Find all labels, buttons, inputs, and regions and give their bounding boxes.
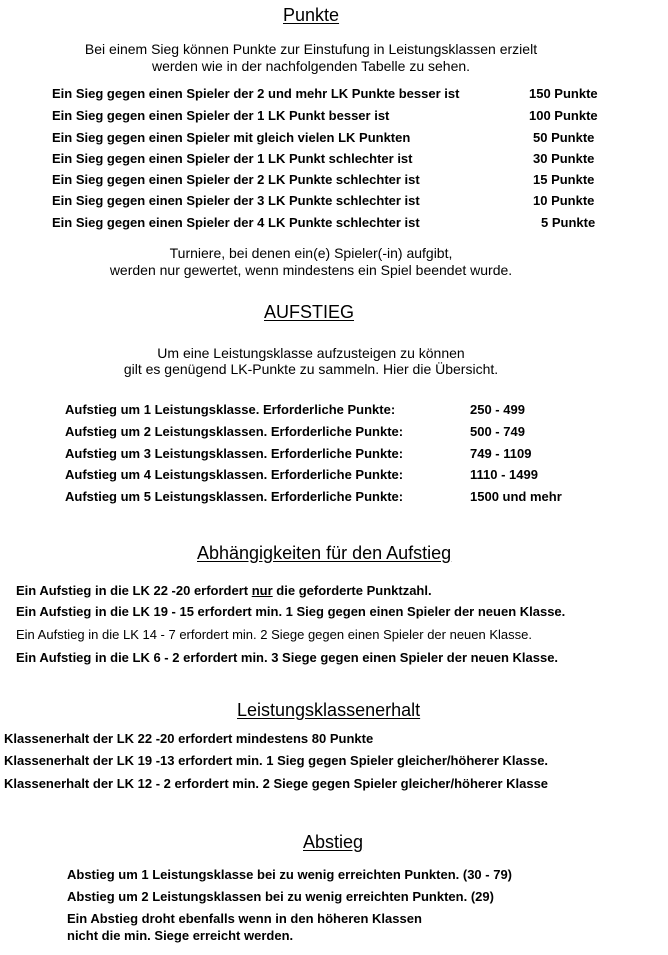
abhaengigkeiten-line4: Ein Aufstieg in die LK 6 - 2 erfordert min. 3 Siege gegen einen Spieler der neuen Klasse. [16, 650, 559, 665]
aufstieg-row-value: 250 - 499 [470, 402, 525, 417]
punkte-row-value: 100 Punkte [529, 108, 598, 123]
punkte-note-line2: werden nur gewertet, wenn mindestens ein Spiel beendet wurde. [109, 262, 513, 278]
abstieg-line1: Abstieg um 1 Leistungsklasse bei zu wenig erreichten Punkten. (30 - 79) [67, 867, 513, 882]
punkte-row-label: Ein Sieg gegen einen Spieler mit gleich vielen LK Punkten [52, 130, 411, 145]
aufstieg-intro-line1: Um eine Leistungsklasse aufzusteigen zu können [157, 345, 465, 361]
abstieg-line2: Abstieg um 2 Leistungsklassen bei zu wenig erreichten Punkten. (29) [67, 889, 494, 904]
abhaengigkeiten-line2: Ein Aufstieg in die LK 19 - 15 erfordert min. 1 Sieg gegen einen Spieler der neuen Klasse. [16, 604, 566, 619]
aufstieg-row-label: Aufstieg um 3 Leistungsklassen. Erforderliche Punkte: [65, 446, 404, 461]
aufstieg-title: AUFSTIEG [264, 302, 355, 322]
aufstieg-row-label: Aufstieg um 2 Leistungsklassen. Erforderliche Punkte: [65, 424, 404, 439]
punkte-row-label: Ein Sieg gegen einen Spieler der 4 LK Punkte schlechter ist [52, 215, 420, 230]
punkte-intro-line2: werden wie in der nachfolgenden Tabelle zu sehen. [151, 58, 471, 74]
aufstieg-row-value: 1500 und mehr [470, 489, 562, 504]
punkte-row-value: 10 Punkte [533, 193, 595, 208]
punkte-note-line1: Turniere, bei denen ein(e) Spieler(-in) aufgibt, [169, 245, 453, 261]
punkte-intro-line1: Bei einem Sieg können Punkte zur Einstufung in Leistungsklassen erzielt [84, 41, 538, 57]
punkte-row-value: 150 Punkte [529, 86, 598, 101]
abhaengigkeiten-title: Abhängigkeiten für den Aufstieg [197, 543, 452, 563]
punkte-row-label: Ein Sieg gegen einen Spieler der 1 LK Punkt schlechter ist [52, 151, 413, 166]
abhaengigkeiten-line3: Ein Aufstieg in die LK 14 - 7 erfordert min. 2 Siege gegen einen Spieler der neuen Klasse. [16, 627, 532, 642]
erhalt-line1: Klassenerhalt der LK 22 -20 erfordert mindestens 80 Punkte [4, 731, 374, 746]
erhalt-line3: Klassenerhalt der LK 12 - 2 erfordert min. 2 Siege gegen Spieler gleicher/höherer Klasse [4, 776, 549, 791]
punkte-row-label: Ein Sieg gegen einen Spieler der 1 LK Punkt besser ist [52, 108, 390, 123]
abhaengigkeiten-line1-before: Ein Aufstieg in die LK 22 -20 erfordert [16, 583, 252, 598]
abhaengigkeiten-line1-after: die geforderte Punktzahl. [272, 583, 432, 598]
punkte-title: Punkte [283, 5, 340, 25]
abstieg-line3: Ein Abstieg droht ebenfalls wenn in den höheren Klassen [67, 911, 422, 926]
punkte-row-label: Ein Sieg gegen einen Spieler der 3 LK Punkte schlechter ist [52, 193, 420, 208]
aufstieg-row-value: 1110 - 1499 [470, 467, 538, 482]
aufstieg-intro-line2: gilt es genügend LK-Punkte zu sammeln. Hier die Übersicht. [123, 361, 499, 377]
erhalt-line2: Klassenerhalt der LK 19 -13 erfordert min. 1 Sieg gegen Spieler gleicher/höherer Klasse. [4, 753, 549, 768]
abstieg-title: Abstieg [303, 832, 364, 852]
aufstieg-row-value: 500 - 749 [470, 424, 525, 439]
aufstieg-row-label: Aufstieg um 4 Leistungsklassen. Erforderliche Punkte: [65, 467, 404, 482]
punkte-row-value: 15 Punkte [533, 172, 595, 187]
abstieg-line4: nicht die min. Siege erreicht werden. [67, 928, 294, 943]
aufstieg-row-label: Aufstieg um 1 Leistungsklasse. Erforderliche Punkte: [65, 402, 396, 417]
erhalt-title: Leistungsklassenerhalt [237, 700, 421, 720]
punkte-row-value: 50 Punkte [533, 130, 595, 145]
punkte-row-label: Ein Sieg gegen einen Spieler der 2 LK Punkte schlechter ist [52, 172, 420, 187]
aufstieg-row-label: Aufstieg um 5 Leistungsklassen. Erforderliche Punkte: [65, 489, 404, 504]
punkte-row-label: Ein Sieg gegen einen Spieler der 2 und mehr LK Punkte besser ist [52, 86, 460, 101]
abhaengigkeiten-line1-underlined: nur [251, 583, 273, 598]
abhaengigkeiten-line1 [16, 583, 432, 598]
punkte-row-value: 5 Punkte [541, 215, 596, 230]
aufstieg-row-value: 749 - 1109 [470, 446, 532, 461]
punkte-row-value: 30 Punkte [533, 151, 595, 166]
